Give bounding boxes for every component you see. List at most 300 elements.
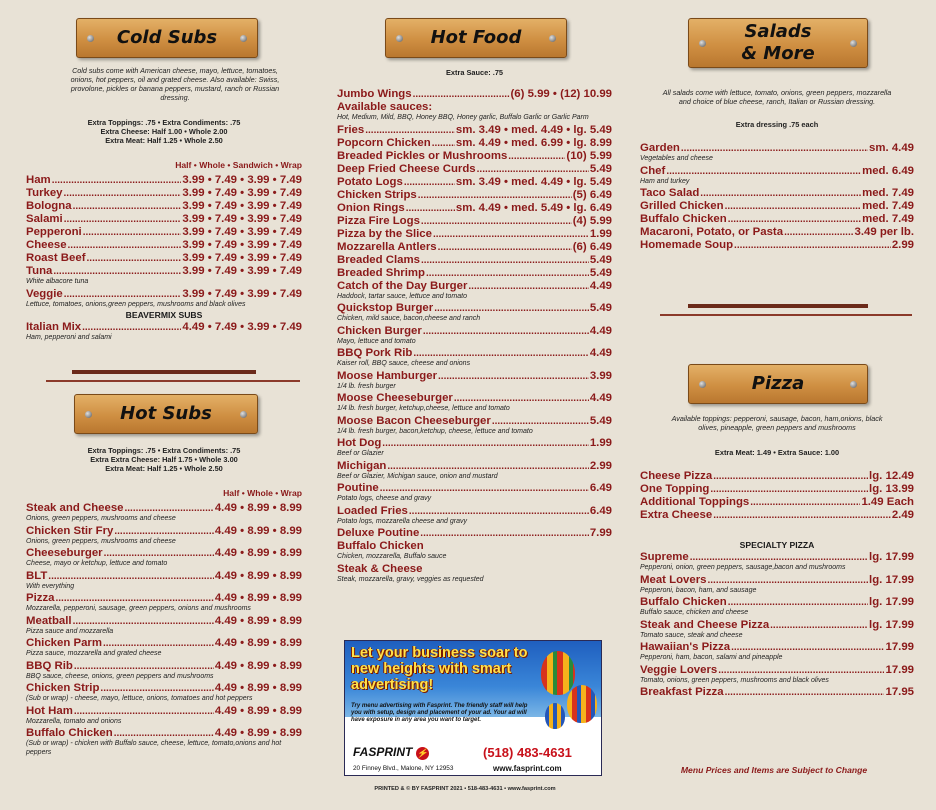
leader-dots xyxy=(387,460,588,473)
menu-item-price: 3.99 • 7.49 • 3.99 • 7.49 xyxy=(182,213,302,225)
menu-item-price: sm. 4.49 • med. 6.99 • lg. 8.99 xyxy=(455,136,612,149)
hot-food-list xyxy=(337,88,612,585)
menu-item-price: 17.99 xyxy=(885,641,914,653)
leader-dots xyxy=(700,187,861,200)
menu-item xyxy=(337,482,612,495)
menu-item xyxy=(337,267,612,280)
menu-item-description: 1/4 lb. fresh burger xyxy=(337,382,396,390)
leader-dots xyxy=(434,302,589,315)
ad-website[interactable]: www.fasprint.com xyxy=(493,764,562,773)
leader-dots xyxy=(438,241,572,254)
pizza-title: Pizza xyxy=(751,373,805,394)
leader-dots xyxy=(103,637,214,650)
menu-item-name: Veggie Lovers xyxy=(640,663,718,676)
menu-item xyxy=(337,302,612,315)
leader-dots xyxy=(421,254,589,267)
menu-item-name: Turkey xyxy=(26,187,63,199)
menu-item-name: Chicken Burger xyxy=(337,324,422,337)
menu-item-description: Beef or Glazier, Michigan sauce, onion and mustard xyxy=(337,472,498,480)
nail-icon xyxy=(240,35,247,42)
menu-item-price: 17.95 xyxy=(885,686,914,698)
menu-item xyxy=(26,502,302,515)
menu-item xyxy=(640,483,914,496)
menu-item xyxy=(26,265,302,278)
menu-item xyxy=(337,101,612,114)
leader-dots xyxy=(64,213,182,226)
leader-dots xyxy=(718,664,884,677)
menu-item-name: Loaded Fries xyxy=(337,504,408,517)
menu-item xyxy=(26,570,302,583)
menu-item-description: Onions, green peppers, mushrooms and cheese xyxy=(26,515,176,522)
leader-dots xyxy=(74,705,214,718)
menu-item-name: Extra Cheese xyxy=(640,509,713,521)
ad-phone: (518) 483-4631 xyxy=(483,745,572,760)
menu-item-description: Chicken, mozzarella, Buffalo sauce xyxy=(337,553,447,560)
menu-item-name: Mozzarella Antlers xyxy=(337,240,437,253)
menu-item-description: Onions, green peppers, mushrooms and cheese xyxy=(26,537,176,545)
menu-item-name: Cheeseburger xyxy=(26,547,103,559)
menu-item xyxy=(337,124,612,137)
extras-line: Extra Meat: Half 1.25 • Whole 2.50 xyxy=(105,464,223,473)
menu-item-price: sm. 4.49 • med. 5.49 • lg. 6.49 xyxy=(455,201,612,214)
leader-dots xyxy=(438,370,589,383)
hot-subs-price-header: Half • Whole • Wrap xyxy=(223,488,302,498)
leader-dots xyxy=(713,509,891,522)
menu-item xyxy=(26,239,302,252)
menu-item-price: 7.99 xyxy=(589,527,612,539)
menu-item-description: Pepperoni, onion, green peppers, sausage,bacon and mushrooms xyxy=(640,564,846,571)
hot-subs-title: Hot Subs xyxy=(120,403,212,424)
menu-item xyxy=(26,637,302,650)
menu-item xyxy=(337,563,612,576)
leader-dots xyxy=(420,527,589,540)
salads-extras: Extra dressing .75 each xyxy=(735,120,819,129)
cold-subs-list xyxy=(26,174,302,344)
menu-item-name: Garden xyxy=(640,142,680,154)
menu-item-name: Steak & Cheese xyxy=(337,562,423,575)
menu-item xyxy=(337,241,612,254)
menu-item xyxy=(640,619,914,632)
nail-icon xyxy=(85,411,92,418)
pizza-list xyxy=(640,470,914,522)
menu-item-name: Buffalo Chicken xyxy=(337,540,424,552)
menu-item-name: Pizza by the Slice xyxy=(337,227,432,240)
salads-sign xyxy=(688,18,868,68)
leader-dots xyxy=(380,482,589,495)
menu-item xyxy=(337,88,612,101)
menu-item xyxy=(640,574,914,587)
beavermix-label: BEAVERMIX SUBS xyxy=(125,310,203,320)
menu-item-description: (Sub or wrap) - chicken with Buffalo sauce, cheese, lettuce, tomato,onions and hot peppers xyxy=(26,740,282,756)
extras-line: Extra Extra Cheese: Half 1.75 • Whole 3.00 xyxy=(90,455,238,464)
menu-item xyxy=(337,325,612,338)
menu-item xyxy=(26,252,302,265)
menu-item xyxy=(26,727,302,740)
lightning-icon: ⚡ xyxy=(416,748,428,758)
menu-item xyxy=(26,592,302,605)
menu-item-name: Hawaiian's Pizza xyxy=(640,641,731,653)
menu-item-name: Buffalo Chicken xyxy=(640,213,727,225)
menu-item-description: Mayo, lettuce and tomato xyxy=(337,337,416,345)
menu-item xyxy=(640,213,914,226)
menu-item-description: Potato logs, cheese and gravy xyxy=(337,495,432,502)
menu-item xyxy=(337,437,612,450)
menu-item-description: With everything xyxy=(26,582,75,590)
menu-item xyxy=(337,137,612,150)
menu-item-name: Salami xyxy=(26,213,63,225)
menu-item-price: lg. 17.99 xyxy=(869,618,914,631)
menu-item-description: Mozzarella, tomato and onions xyxy=(26,717,122,725)
leader-dots xyxy=(100,682,213,695)
menu-item-name: Meatball xyxy=(26,614,72,627)
menu-item-name: Breaded Shrimp xyxy=(337,266,425,279)
menu-item-price: sm. 3.49 • med. 4.49 • lg. 5.49 xyxy=(455,175,612,188)
menu-item-description: Hot, Medium, Mild, BBQ, Honey BBQ, Honey garlic, Buffalo Garlic or Garlic Parm xyxy=(337,114,589,121)
menu-item-price: 3.99 • 7.49 • 3.99 • 7.49 xyxy=(182,265,302,277)
menu-item-price: 2.99 xyxy=(891,239,914,251)
menu-item-price: 4.49 • 8.99 • 8.99 xyxy=(214,547,302,559)
leader-dots xyxy=(68,239,182,252)
menu-item xyxy=(337,505,612,518)
menu-item-description: Haddock, tartar sauce, lettuce and tomato xyxy=(337,292,467,300)
menu-item xyxy=(640,686,914,699)
extras-line: Extra Toppings: .75 • Extra Condiments: .75 xyxy=(87,446,241,455)
cold-subs-price-header: Half • Whole • Sandwich • Wrap xyxy=(175,160,302,170)
extras-line: Extra Meat: Half 1.25 • Whole 2.50 xyxy=(105,136,223,145)
menu-item xyxy=(640,200,914,213)
menu-item-name: Catch of the Day Burger xyxy=(337,279,468,292)
menu-item-price: 3.99 xyxy=(589,369,612,382)
menu-item-price: med. 7.49 xyxy=(862,200,914,212)
menu-item-name: Bologna xyxy=(26,200,72,212)
menu-item-description: Beef or Glazier xyxy=(337,450,384,457)
menu-item-name: Pizza Fire Logs xyxy=(337,214,420,227)
menu-item xyxy=(337,189,612,202)
menu-item-name: Moose Hamburger xyxy=(337,369,438,382)
menu-item-name: Steak and Cheese Pizza xyxy=(640,618,770,631)
menu-item-price: 2.99 xyxy=(589,459,612,472)
menu-item xyxy=(26,288,302,301)
menu-item-description: White albacore tuna xyxy=(26,278,89,285)
leader-dots xyxy=(710,483,868,496)
menu-item-name: Ham xyxy=(26,174,51,186)
menu-item-description: Ham and turkey xyxy=(640,177,690,185)
leader-dots xyxy=(454,392,589,405)
leader-dots xyxy=(421,215,572,228)
pizza-note: Available toppings: pepperoni, sausage, bacon, ham,onions, black olives, pineapple, green peppers and mushrooms xyxy=(671,414,883,432)
menu-item-price: 4.49 • 8.99 • 8.99 xyxy=(214,614,302,627)
menu-item-description: BBQ sauce, cheese, onions, green peppers and mushrooms xyxy=(26,672,214,680)
balloon-icon xyxy=(545,703,565,729)
menu-item-price: 5.49 xyxy=(589,266,612,279)
menu-item-description: Pizza sauce, mozzarella and grated cheese xyxy=(26,650,162,657)
leader-dots xyxy=(64,187,182,200)
menu-item-price: 3.99 • 7.49 • 3.99 • 7.49 xyxy=(182,200,302,212)
leader-dots xyxy=(423,325,589,338)
menu-item xyxy=(640,596,914,609)
menu-item-price: 6.49 xyxy=(589,504,612,517)
menu-item-price: 4.49 xyxy=(589,324,612,337)
menu-item-name: Taco Salad xyxy=(640,187,700,199)
menu-item-price: med. 6.49 xyxy=(862,164,914,177)
menu-item xyxy=(26,705,302,718)
fasprint-ad[interactable] xyxy=(344,640,602,776)
menu-item xyxy=(640,226,914,239)
menu-item-price: 4.49 • 8.99 • 8.99 xyxy=(214,727,302,739)
leader-dots xyxy=(784,226,853,239)
menu-item-name: Moose Bacon Cheeseburger xyxy=(337,414,491,427)
menu-item-name: Chicken Strips xyxy=(337,188,417,201)
menu-item-description: Vegetables and cheese xyxy=(640,155,713,162)
leader-dots xyxy=(114,727,214,740)
menu-item-price: lg. 17.99 xyxy=(869,551,914,563)
ad-logo-text: FASPRINT xyxy=(353,745,413,759)
menu-item-name: Onion Rings xyxy=(337,201,405,214)
menu-item-price: 4.49 • 8.99 • 8.99 xyxy=(214,682,302,694)
leader-dots xyxy=(728,213,861,226)
nail-icon xyxy=(850,381,857,388)
menu-item-description: Tomato, onions, green peppers, mushrooms and black olives xyxy=(640,676,829,684)
leader-dots xyxy=(73,615,214,628)
menu-item-price: 1.99 xyxy=(589,227,612,240)
menu-item-name: Hot Dog xyxy=(337,437,382,449)
menu-item-price: 4.49 • 8.99 • 8.99 xyxy=(214,659,302,672)
menu-item-name: Italian Mix xyxy=(26,321,82,333)
leader-dots xyxy=(64,288,182,301)
menu-item-name: Popcorn Chicken xyxy=(337,136,431,149)
menu-item xyxy=(640,664,914,677)
menu-item-price: med. 7.49 xyxy=(862,187,914,199)
menu-item-price: sm. 4.49 xyxy=(869,142,914,154)
menu-item-price: 4.49 xyxy=(589,347,612,359)
menu-item xyxy=(337,370,612,383)
menu-item xyxy=(26,547,302,560)
menu-item-name: Macaroni, Potato, or Pasta xyxy=(640,226,784,238)
menu-item-price: (10) 5.99 xyxy=(566,149,612,162)
menu-item-price: 4.49 • 8.99 • 8.99 xyxy=(214,524,302,537)
menu-item xyxy=(337,254,612,267)
specialty-pizza-label: SPECIALTY PIZZA xyxy=(739,540,815,550)
ad-headline: Let your business soar to new heights with smart advertising! xyxy=(351,645,528,693)
leader-dots xyxy=(492,415,589,428)
menu-item-description: Potato logs, mozzarella cheese and gravy xyxy=(337,517,467,525)
menu-item-price: 3.99 • 7.49 • 3.99 • 7.49 xyxy=(182,252,302,264)
menu-item-name: Roast Beef xyxy=(26,252,86,264)
extras-line: Extra Cheese: Half 1.00 • Whole 2.00 xyxy=(100,127,228,136)
menu-item xyxy=(640,496,914,509)
salads-title-line: Salads xyxy=(744,21,812,42)
leader-dots xyxy=(690,551,868,564)
leader-dots xyxy=(666,165,861,178)
leader-dots xyxy=(83,226,182,239)
menu-item xyxy=(26,525,302,538)
nail-icon xyxy=(699,40,706,47)
nail-icon xyxy=(850,40,857,47)
menu-item-name: Cheese xyxy=(26,239,67,251)
leader-dots xyxy=(413,88,510,101)
hot-subs-sign xyxy=(74,394,258,434)
menu-item xyxy=(337,347,612,360)
menu-item-name: Additional Toppings xyxy=(640,496,750,508)
menu-item-name: Breaded Pickles or Mushrooms xyxy=(337,149,508,162)
leader-dots xyxy=(413,347,589,360)
menu-item-name: Chef xyxy=(640,164,666,177)
menu-item-price: lg. 17.99 xyxy=(869,573,914,586)
leader-dots xyxy=(48,570,214,583)
menu-item-price: 3.99 • 7.49 • 3.99 • 7.49 xyxy=(182,287,302,300)
cold-subs-title: Cold Subs xyxy=(116,27,218,48)
menu-item-price: 3.49 per lb. xyxy=(854,226,914,238)
leader-dots xyxy=(725,200,862,213)
menu-item xyxy=(26,682,302,695)
menu-item xyxy=(26,660,302,673)
fasprint-logo xyxy=(353,745,429,760)
menu-item-price: 4.49 • 7.49 • 3.99 • 7.49 xyxy=(182,321,302,333)
leader-dots xyxy=(432,137,455,150)
menu-item-price: (6) 5.99 • (12) 10.99 xyxy=(510,88,612,100)
salads-title xyxy=(741,21,814,65)
leader-dots xyxy=(477,163,589,176)
menu-item-name: BBQ Rib xyxy=(26,659,73,672)
nail-icon xyxy=(396,35,403,42)
print-footer: PRINTED & © BY FASPRINT 2021 • 518-483-4631 • www.fasprint.com xyxy=(374,786,556,792)
menu-item-description: Pepperoni, ham, bacon, salami and pineapple xyxy=(640,654,783,661)
menu-item-description: Kaiser roll, BBQ sauce, cheese and onions xyxy=(337,360,471,367)
menu-item-price: 4.49 • 8.99 • 8.99 xyxy=(214,569,302,582)
menu-item-name: Michigan xyxy=(337,459,387,472)
menu-item-name: Chicken Parm xyxy=(26,637,102,649)
menu-item-price: (5) 6.49 xyxy=(572,188,612,201)
menu-item-name: Poutine xyxy=(337,482,379,494)
leader-dots xyxy=(114,525,213,538)
menu-item-name: Steak and Cheese xyxy=(26,502,124,514)
menu-item-description: Pepperoni, bacon, ham, and sausage xyxy=(640,586,757,594)
menu-item-name: Cheese Pizza xyxy=(640,470,713,482)
menu-item-price: 17.99 xyxy=(885,663,914,676)
hot-food-title: Hot Food xyxy=(430,27,522,48)
menu-item-name: BLT xyxy=(26,569,48,582)
menu-item-price: 3.99 • 7.49 • 3.99 • 7.49 xyxy=(182,174,302,186)
menu-item-price: lg. 13.99 xyxy=(869,483,914,495)
menu-item-name: Veggie xyxy=(26,287,63,300)
leader-dots xyxy=(725,686,885,699)
specialty-pizza-list xyxy=(640,551,914,699)
leader-dots xyxy=(104,547,214,560)
menu-item-description: Steak, mozzarella, gravy, veggies as requested xyxy=(337,575,484,583)
menu-item xyxy=(337,215,612,228)
menu-item-price: 4.49 xyxy=(589,279,612,292)
price-change-notice: Menu Prices and Items are Subject to Change xyxy=(680,765,868,775)
leader-dots xyxy=(87,252,182,265)
menu-item xyxy=(640,509,914,522)
menu-item-description: 1/4 lb. fresh burger, bacon,ketchup, cheese, lettuce and tomato xyxy=(337,427,533,435)
leader-dots xyxy=(707,574,868,587)
cold-subs-sign xyxy=(76,18,258,58)
balloon-icon xyxy=(567,685,597,723)
menu-item-description: Mozzarella, pepperoni, sausage, green peppers, onions and mushrooms xyxy=(26,605,251,612)
menu-item-name: Chicken Stir Fry xyxy=(26,524,114,537)
cold-subs-extras xyxy=(26,118,302,145)
menu-item-description: 1/4 lb. fresh burger, ketchup,cheese, lettuce and tomato xyxy=(337,405,510,412)
menu-item-price: 6.49 xyxy=(589,482,612,494)
menu-item-price: 5.49 xyxy=(589,162,612,175)
leader-dots xyxy=(433,228,589,241)
leader-dots xyxy=(125,502,214,515)
leader-dots xyxy=(52,174,182,187)
menu-item-name: Chicken Strip xyxy=(26,682,100,694)
leader-dots xyxy=(731,641,884,654)
divider xyxy=(72,370,256,374)
menu-item xyxy=(640,239,914,252)
hot-food-sign xyxy=(385,18,567,58)
leader-dots xyxy=(728,596,868,609)
menu-item-name: Moose Cheeseburger xyxy=(337,392,453,404)
salads-note: All salads come with lettuce, tomato, onions, green peppers, mozzarella and choice of blue cheese, ranch, Italian or Russian dressing. xyxy=(662,88,892,106)
menu-item-price: sm. 3.49 • med. 4.49 • lg. 5.49 xyxy=(455,123,612,136)
menu-item-price: 3.99 • 7.49 • 3.99 • 7.49 xyxy=(182,187,302,199)
menu-item-price: 4.49 • 8.99 • 8.99 xyxy=(214,592,302,604)
menu-item-name: Jumbo Wings xyxy=(337,88,412,100)
menu-item-description: Chicken, mild sauce, bacon,cheese and ranch xyxy=(337,315,481,322)
menu-item xyxy=(337,415,612,428)
menu-item xyxy=(337,176,612,189)
menu-item xyxy=(337,163,612,176)
ad-body: Try menu advertising with Fasprint. The friendly staff will help you with setup, design and placement of your ad. Your ad will have exposure in any area you want to target. xyxy=(351,703,528,724)
menu-item xyxy=(337,460,612,473)
menu-item-price: 4.49 xyxy=(589,392,612,404)
leader-dots xyxy=(508,150,565,163)
menu-item xyxy=(640,187,914,200)
menu-item-name: Deep Fried Cheese Curds xyxy=(337,162,476,175)
leader-dots xyxy=(406,202,455,215)
menu-item xyxy=(337,540,612,553)
menu-item-price: (4) 5.99 xyxy=(572,214,612,227)
menu-item-price: 4.49 • 8.99 • 8.99 xyxy=(214,637,302,649)
menu-item xyxy=(26,615,302,628)
menu-item xyxy=(640,165,914,178)
menu-item-price: 3.99 • 7.49 • 3.99 • 7.49 xyxy=(182,226,302,238)
menu-item-price: lg. 17.99 xyxy=(869,596,914,608)
leader-dots xyxy=(770,619,868,632)
menu-item xyxy=(26,200,302,213)
menu-item xyxy=(26,226,302,239)
menu-item-name: BBQ Pork Rib xyxy=(337,347,413,359)
menu-item-name: Pizza xyxy=(26,592,55,604)
leader-dots xyxy=(468,280,588,293)
leader-dots xyxy=(750,496,860,509)
divider xyxy=(46,380,300,382)
menu-item-price: 4.49 • 8.99 • 8.99 xyxy=(214,704,302,717)
menu-item-price: lg. 12.49 xyxy=(869,470,914,482)
menu-item xyxy=(26,187,302,200)
menu-item-price: 2.49 xyxy=(891,509,914,521)
menu-item-name: Pepperoni xyxy=(26,226,82,238)
menu-item-name: Meat Lovers xyxy=(640,573,707,586)
menu-item-price: med. 7.49 xyxy=(862,213,914,225)
leader-dots xyxy=(409,505,589,518)
salads-title-line: & More xyxy=(741,43,815,64)
menu-item-description: (Sub or wrap) - cheese, mayo, lettuce, onions, tomatoes and hot peppers xyxy=(26,695,253,702)
divider xyxy=(688,304,868,308)
nail-icon xyxy=(240,411,247,418)
pizza-sign xyxy=(688,364,868,404)
leader-dots xyxy=(56,592,214,605)
menu-item xyxy=(640,470,914,483)
menu-item-name: Homemade Soup xyxy=(640,239,734,251)
ad-address: 20 Finney Blvd., Malone, NY 12953 xyxy=(353,765,454,772)
hot-subs-extras xyxy=(26,446,302,473)
cold-subs-note: Cold subs come with American cheese, mayo, lettuce, tomatoes, onions, hot peppers, oil and grated cheese. Also available: Swiss, provolone, pickles or banana peppers, mustard, ranch or Russian dressing. xyxy=(70,66,280,102)
